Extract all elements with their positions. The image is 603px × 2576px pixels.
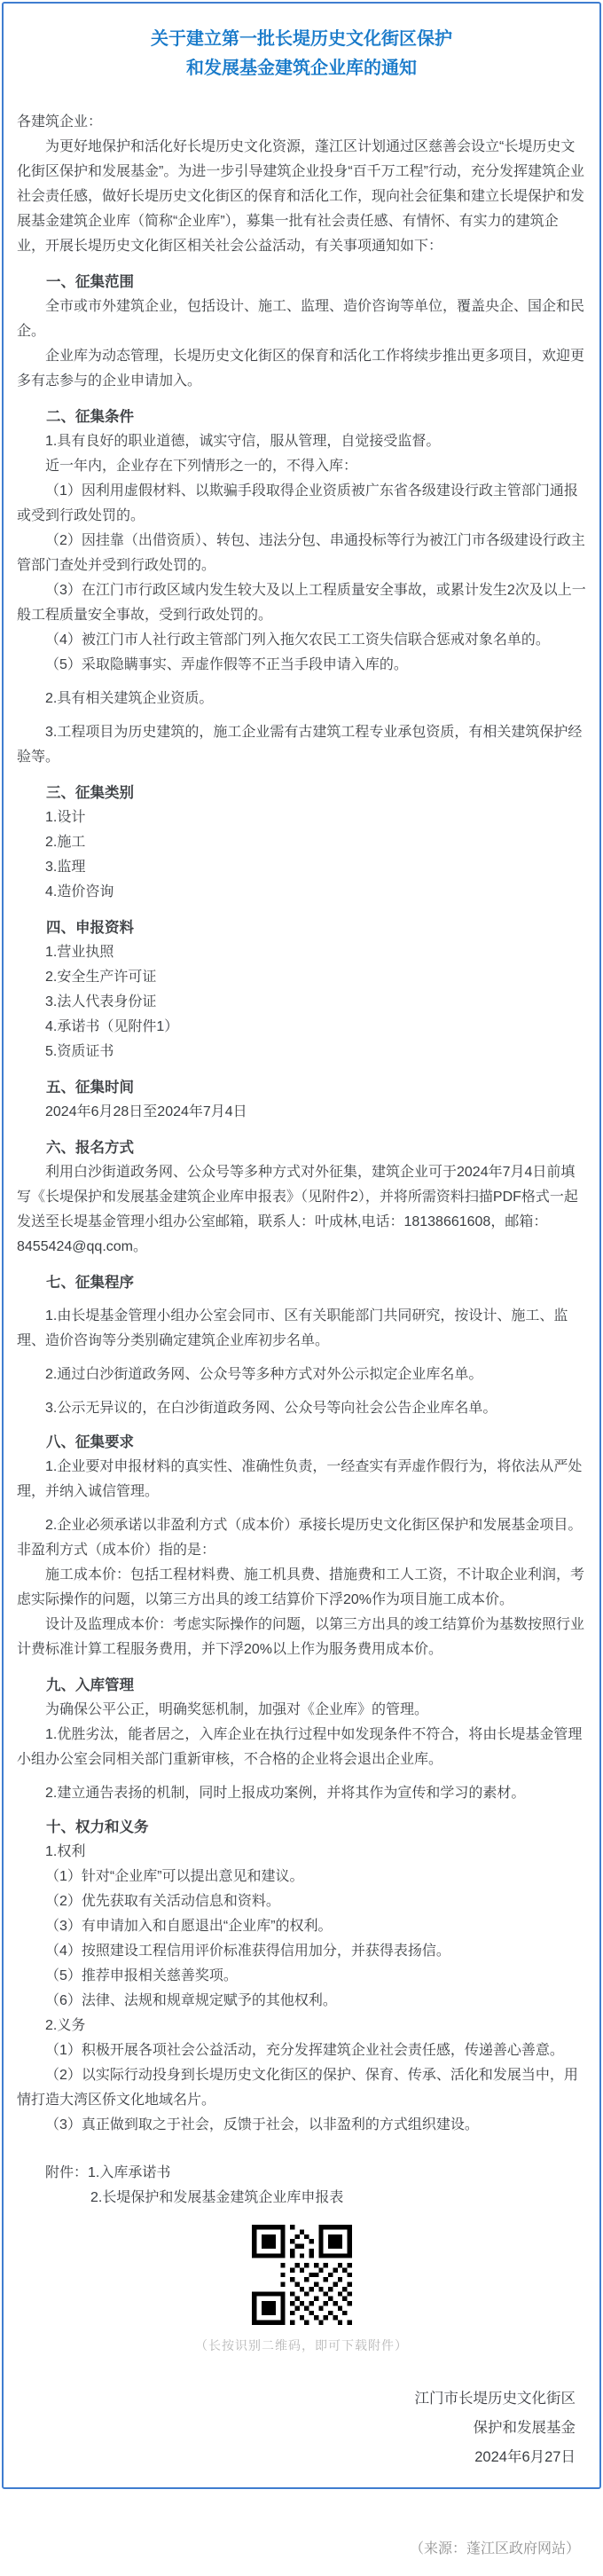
- paragraph: 3.监理: [45, 860, 86, 875]
- paragraph: （4）被江门市人社行政主管部门列入拖欠农民工工资失信联合惩戒对象名单的。: [45, 632, 550, 648]
- paragraph: 4.承诺书（见附件1）: [45, 1019, 179, 1034]
- section-heading: 一、征集范围: [46, 274, 134, 290]
- paragraph: 2.具有相关建筑企业资质。: [45, 691, 214, 706]
- section-heading: 二、征集条件: [46, 409, 134, 425]
- paragraph: 1.营业执照: [45, 945, 114, 960]
- paragraph: （3）真正做到取之于社会，反馈于社会，以非盈利的方式组织建设。: [45, 2117, 479, 2132]
- salutation: 各建筑企业：: [17, 114, 103, 130]
- page-title: [17, 25, 586, 83]
- title-line-1: 关于建立第一批长堤历史文化街区保护: [151, 29, 452, 49]
- section-heading: 六、报名方式: [46, 1140, 134, 1156]
- paragraph: 施工成本价：包括工程材料费、施工机具费、措施费和工人工资，不计取企业利润，考虑实际操作的问题，以第三方出具的竣工结算价下浮20%作为项目施工成本价。: [17, 1567, 585, 1607]
- paragraph: （2）优先获取有关活动信息和资料。: [45, 1894, 280, 1909]
- paragraph: 为更好地保护和活化好长堤历史文化资源，蓬江区计划通过区慈善会设立“长堤历史文化街区保护和发展基金”。为进一步引导建筑企业投身“百千万工程”行动，充分发挥建筑企业社会责任感，做好长堤历史文化街区的保育和活化工作，现向社会征集和建立长堤保护和发展基金建筑企业库（简称“企业库”），募集一批有社会责任感、有情怀、有实力的建筑企业，开展长堤历史文化街区相关社会公益活动，有关事项通知如下：: [17, 139, 585, 254]
- paragraph: 利用白沙街道政务网、公众号等多种方式对外征集，建筑企业可于2024年7月4日前填写《长堤保护和发展基金建筑企业库申报表》（见附件2），并将所需资料扫描PDF格式一起发送至长堤基金管理小组办公室邮箱，联系人：叶成林,电话：18138661608，邮箱：8455424@qq.com。: [17, 1165, 578, 1254]
- section-heading: 四、申报资料: [46, 920, 134, 936]
- signature-date: 2024年6月27日: [474, 2449, 576, 2465]
- paragraph: （1）针对“企业库”可以提出意见和建议。: [45, 1869, 304, 1884]
- paragraph: 附件：1.入库承诺书: [45, 2165, 171, 2180]
- paragraph: 1.优胜劣汰，能者居之，入库企业在执行过程中如发现条件不符合，将由长堤基金管理小组办公室会同相关部门重新审核，不合格的企业将会退出企业库。: [17, 1727, 583, 1767]
- paragraph: 企业库为动态管理，长堤历史文化街区的保育和活化工作将续步推出更多项目，欢迎更多有志参与的企业申请加入。: [17, 349, 585, 389]
- paragraph: 2.义务: [45, 2018, 86, 2033]
- paragraph: 2.安全生产许可证: [45, 970, 157, 985]
- paragraph: 3.法人代表身份证: [45, 994, 157, 1009]
- paragraph: 1.具有良好的职业道德，诚实守信，服从管理，自觉接受监督。: [45, 434, 441, 449]
- paragraph: 2.长堤保护和发展基金建筑企业库申报表: [90, 2190, 344, 2205]
- section-heading: 三、征集类别: [46, 785, 134, 801]
- paragraph: 为确保公平公正，明确奖惩机制，加强对《企业库》的管理。: [45, 1702, 429, 1717]
- paragraph: （6）法律、法规和规章规定赋予的其他权利。: [45, 1993, 337, 2008]
- signature-line-2: 保护和发展基金: [473, 2420, 576, 2436]
- source-note: （来源：蓬江区政府网站）: [409, 2541, 580, 2556]
- paragraph: （5）采取隐瞒事实、弄虚作假等不正当手段申请入库的。: [45, 657, 408, 672]
- notice-body: [17, 135, 586, 2211]
- paragraph: 近一年内，企业存在下列情形之一的，不得入库：: [45, 459, 358, 474]
- paragraph: 2.企业必须承诺以非盈利方式（成本价）承接长堤历史文化街区保护和发展基金项目。非盈利方式（成本价）指的是：: [17, 1518, 583, 1558]
- qr-code: [252, 2225, 352, 2325]
- paragraph: （3）有申请加入和自愿退出“企业库”的权利。: [45, 1919, 333, 1934]
- section-heading: 八、征集要求: [46, 1434, 134, 1450]
- qr-caption: （长按识别二维码，即可下载附件）: [195, 2338, 408, 2352]
- paragraph: （3）在江门市行政区域内发生较大及以上工程质量安全事故，或累计发生2次及以上一般工程质量安全事故，受到行政处罚的。: [17, 583, 586, 623]
- section-heading: 五、征集时间: [46, 1080, 134, 1096]
- paragraph: （1）积极开展各项社会公益活动，充分发挥建筑企业社会责任感，传递善心善意。: [45, 2043, 564, 2058]
- notice-document: [2, 2, 601, 2489]
- paragraph: （2）以实际行动投身到长堤历史文化街区的保护、保育、传承、活化和发展当中，用情打造大湾区侨文化地域名片。: [17, 2068, 578, 2108]
- section-heading: 十、权力和义务: [46, 1819, 149, 1835]
- paragraph: 2.通过白沙街道政务网、公众号等多种方式对外公示拟定企业库名单。: [45, 1367, 483, 1382]
- title-line-2: 和发展基金建筑企业库的通知: [186, 59, 417, 78]
- section-heading: 七、征集程序: [46, 1275, 134, 1291]
- paragraph: （4）按照建设工程信用评价标准获得信用加分，并获得表扬信。: [45, 1944, 450, 1959]
- paragraph: 5.资质证书: [45, 1044, 114, 1059]
- paragraph: （1）因利用虚假材料、以欺骗手段取得企业资质被广东省各级建设行政主管部门通报或受到行政处罚的。: [17, 483, 578, 523]
- paragraph: 2.施工: [45, 835, 86, 850]
- paragraph: 2.建立通告表扬的机制，同时上报成功案例，并将其作为宣传和学习的素材。: [45, 1786, 526, 1801]
- paragraph: 4.造价咨询: [45, 884, 114, 899]
- signature-block: [17, 2384, 586, 2472]
- qr-section: [17, 2225, 586, 2354]
- paragraph: （2）因挂靠（出借资质）、转包、违法分包、串通投标等行为被江门市各级建设行政主管部门查处并受到行政处罚的。: [17, 533, 585, 573]
- paragraph: 1.权利: [45, 1844, 86, 1859]
- paragraph: 设计及监理成本价：考虑实际操作的问题，以第三方出具的竣工结算价为基数按照行业计费标准计算工程服务费用，并下浮20%以上作为服务费用成本价。: [17, 1617, 585, 1657]
- paragraph: 全市或市外建筑企业，包括设计、施工、监理、造价咨询等单位，覆盖央企、国企和民企。: [17, 299, 585, 339]
- paragraph: 3.公示无异议的，在白沙街道政务网、公众号等向社会公告企业库名单。: [45, 1401, 497, 1416]
- paragraph: 1.由长堤基金管理小组办公室会同市、区有关职能部门共同研究，按设计、施工、监理、造价咨询等分类别确定建筑企业库初步名单。: [17, 1308, 568, 1348]
- paragraph: 1.设计: [45, 810, 86, 825]
- section-heading: 九、入库管理: [46, 1677, 134, 1693]
- paragraph: 1.企业要对申报材料的真实性、准确性负责，一经查实有弄虚作假行为，将依法从严处理，并纳入诚信管理。: [17, 1459, 583, 1499]
- paragraph: 2024年6月28日至2024年7月4日: [45, 1104, 247, 1119]
- paragraph: （5）推荐申报相关慈善奖项。: [45, 1968, 238, 1983]
- paragraph: 3.工程项目为历史建筑的，施工企业需有古建筑工程专业承包资质，有相关建筑保护经验等。: [17, 725, 583, 765]
- signature-line-1: 江门市长堤历史文化街区: [414, 2391, 576, 2407]
